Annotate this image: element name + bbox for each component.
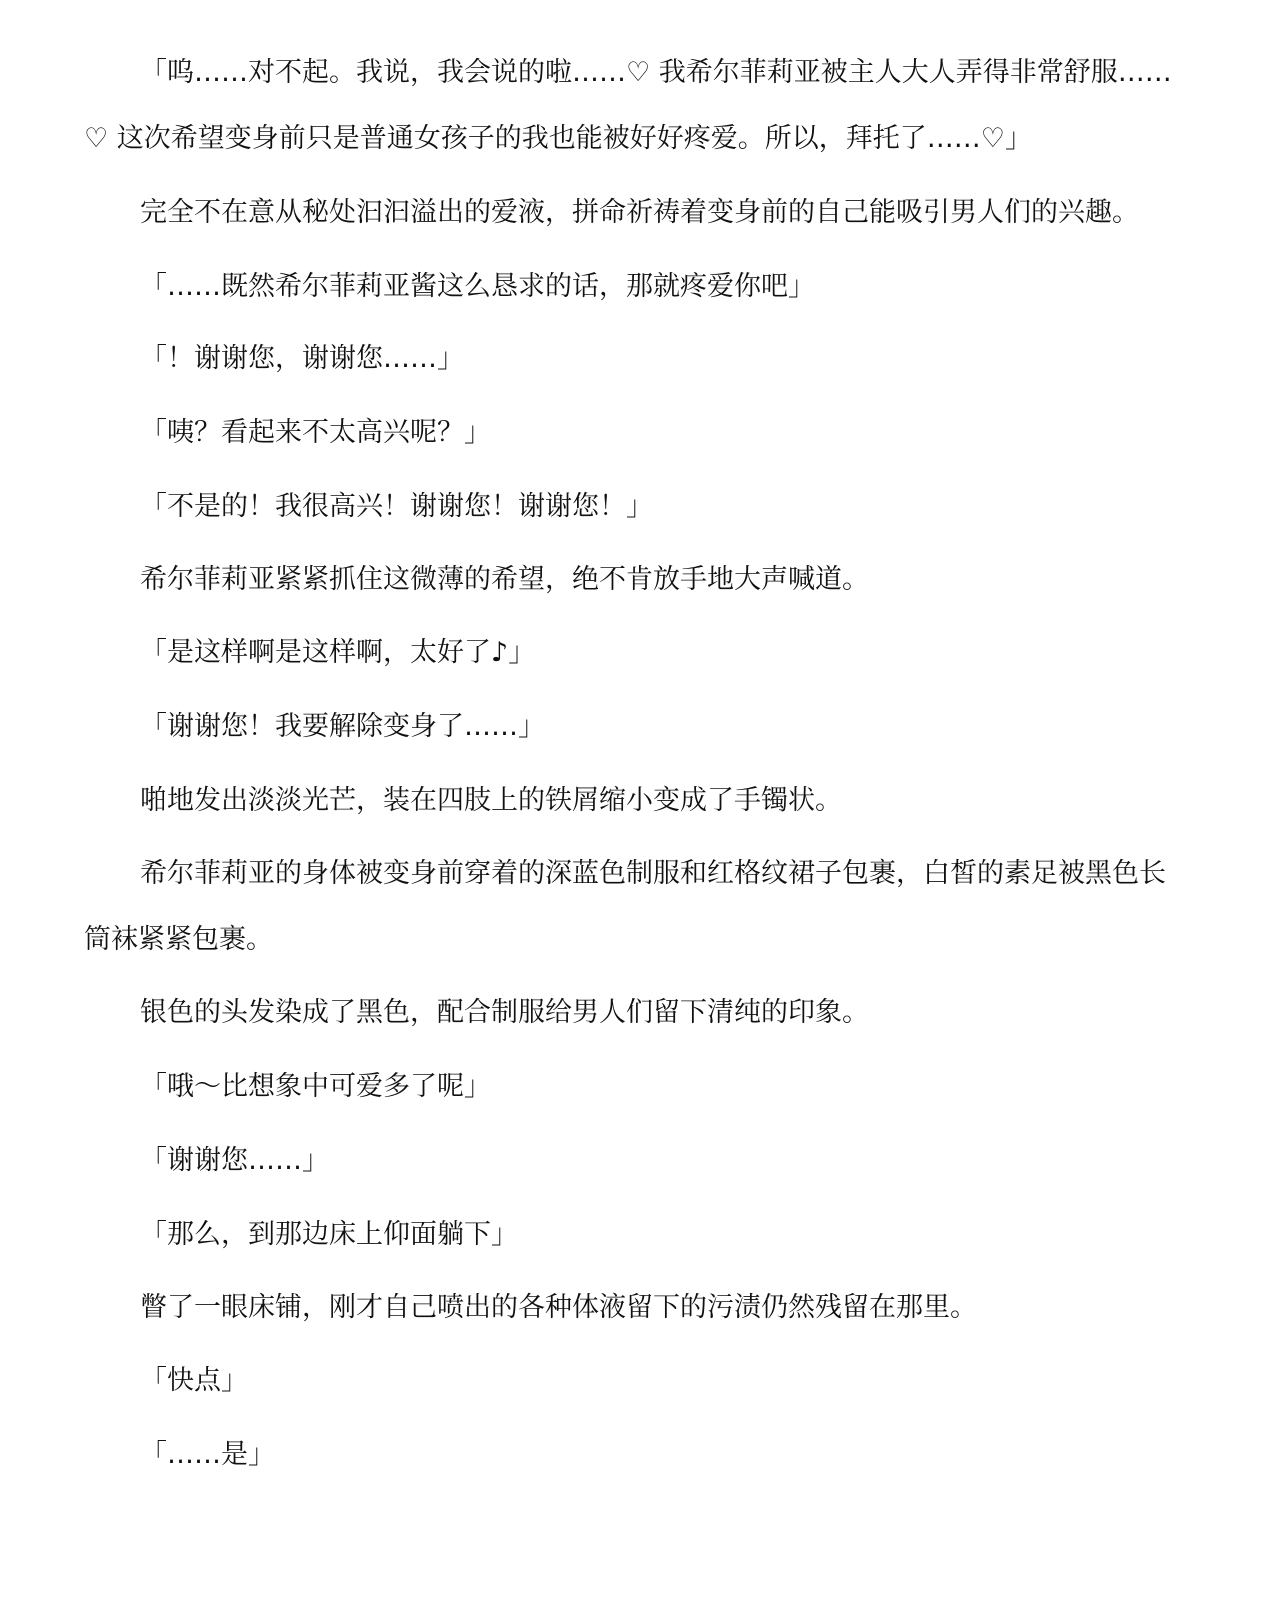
paragraph-2: 完全不在意从秘处汩汩溢出的爱液，拼命祈祷着变身前的自己能吸引男人们的兴趣。	[140, 197, 1139, 228]
paragraph-16: 瞥了一眼床铺，刚才自己喷出的各种体液留下的污渍仍然残留在那里。	[140, 1292, 977, 1323]
paragraph-1: 「呜……对不起。我说，我会说的啦……♡ 我希尔菲莉亚被主人大人弄得非常舒服……♡ 这次希望变身前只是普通女孩子的我也能被好好疼爱。所以，拜托了……♡」	[84, 57, 1172, 154]
paragraph-8: 「是这样啊是这样啊，太好了♪」	[140, 637, 536, 668]
paragraph-9: 「谢谢您！我要解除变身了……」	[140, 711, 545, 742]
paragraph-18: 「……是」	[140, 1439, 275, 1470]
paragraph-7: 希尔菲莉亚紧紧抓住这微薄的希望，绝不肯放手地大声喊道。	[140, 564, 869, 595]
paragraph-4: 「！谢谢您，谢谢您……」	[140, 343, 464, 374]
paragraph-10: 啪地发出淡淡光芒，装在四肢上的铁屑缩小变成了手镯状。	[140, 785, 842, 816]
paragraph-13: 「哦～比想象中可爱多了呢」	[140, 1071, 491, 1102]
paragraph-14: 「谢谢您……」	[140, 1145, 329, 1176]
paragraph-17: 「快点」	[140, 1365, 248, 1396]
paragraph-6: 「不是的！我很高兴！谢谢您！谢谢您！」	[140, 491, 653, 522]
paragraph-15: 「那么，到那边床上仰面躺下」	[140, 1219, 518, 1250]
paragraph-12: 银色的头发染成了黑色，配合制服给男人们留下清纯的印象。	[140, 997, 869, 1028]
paragraph-3: 「……既然希尔菲莉亚酱这么恳求的话，那就疼爱你吧」	[140, 271, 815, 302]
paragraph-11: 希尔菲莉亚的身体被变身前穿着的深蓝色制服和红格纹裙子包裹，白皙的素足被黑色长筒袜紧紧包裹。	[84, 858, 1166, 955]
paragraph-5: 「咦？看起来不太高兴呢？」	[140, 417, 491, 448]
